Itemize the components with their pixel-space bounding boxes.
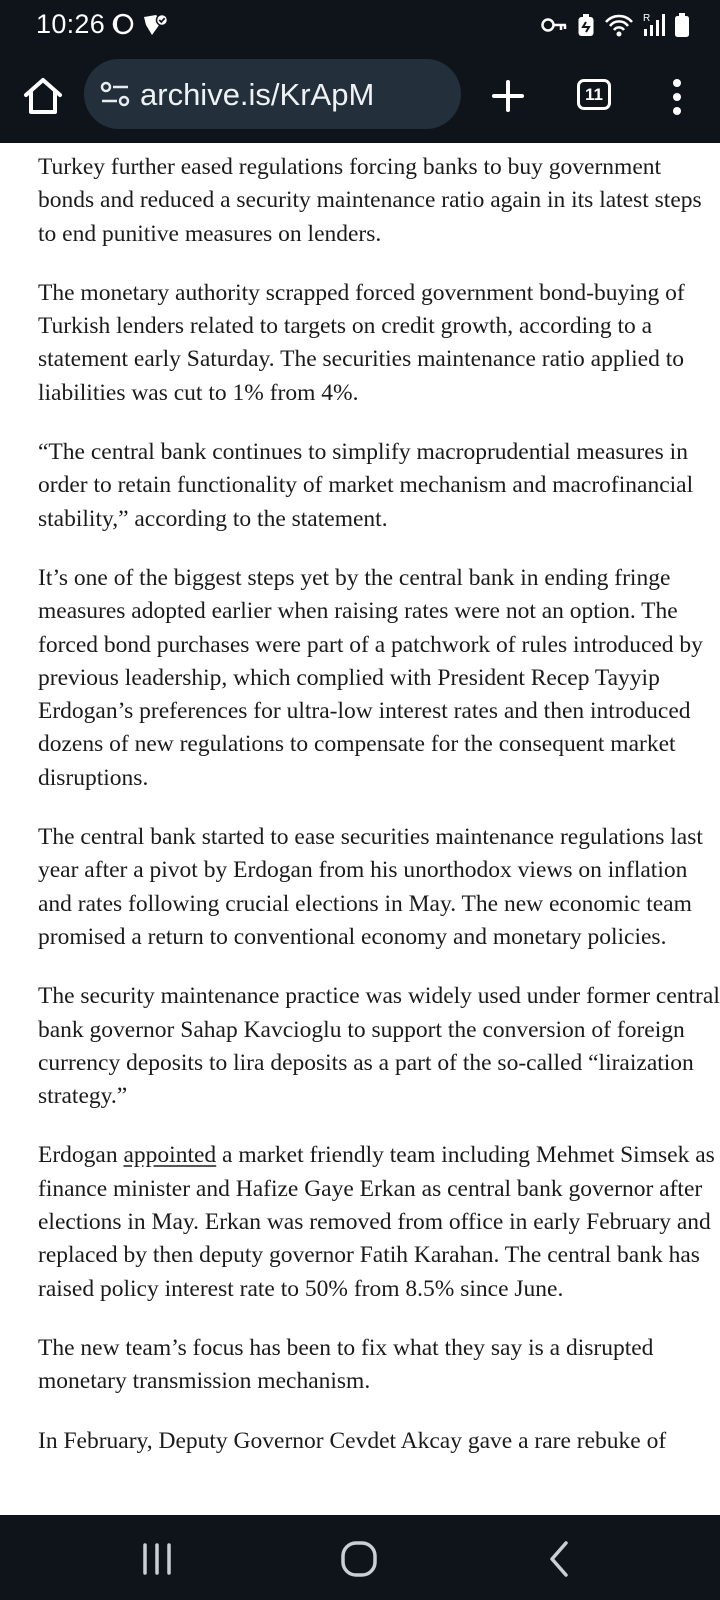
recents-icon [135, 1537, 179, 1581]
moon-icon [112, 13, 134, 37]
status-left-icons [112, 13, 168, 37]
paragraph-text: Erdogan [38, 1142, 124, 1169]
appointed-link[interactable]: appointed [123, 1142, 217, 1169]
wifi-icon [604, 13, 634, 37]
site-info-icon[interactable] [100, 80, 130, 108]
vpn-key-icon [540, 15, 568, 35]
article-paragraph: It’s one of the biggest steps yet by the central bank in ending fringe measures adopted earlier when raising rates were not an option. The forced bond purchases were part of a patchwork of rules introduced by previous leadership, which complied with President Recep Tayyip Erdogan’s preferences for ultra-low interest rates and then introduced dozens of new regulations to compensate for the consequent market disruptions. [38, 564, 703, 791]
more-vert-icon [665, 76, 689, 118]
article-paragraph: The new team’s focus has been to fix what they say is a disrupted monetary transmission mechanism. [38, 1334, 654, 1395]
browser-toolbar [0, 50, 720, 143]
article-body [38, 151, 720, 1484]
system-navigation-bar [0, 1515, 720, 1600]
article-paragraph: The security maintenance practice was widely used under former central bank governor Sahap Kavcioglu to support the conversion of foreign currency deposits to lira deposits as a part of the so-called “liraization strategy.” [38, 983, 720, 1110]
svg-text:R: R [643, 13, 651, 24]
status-bar [0, 0, 720, 50]
tab-switcher-button[interactable] [577, 79, 611, 110]
home-circle-icon [337, 1537, 381, 1581]
article-paragraph [38, 1139, 720, 1305]
article-paragraph: Turkey further eased regulations forcing banks to buy government bonds and reduced a security maintenance ratio again in its latest steps to end punitive measures on lenders. [38, 154, 702, 247]
home-button[interactable] [22, 75, 64, 117]
plus-icon [488, 76, 528, 116]
status-time: 10:26 [36, 9, 106, 39]
battery-saver-icon [577, 13, 595, 37]
web-content[interactable] [0, 143, 720, 1515]
article-paragraph: In February, Deputy Governor Cevdet Akcay gave a rare rebuke of [38, 1427, 667, 1454]
article-paragraph: “The central bank continues to simplify macroprudential measures in order to retain functionality of market mechanism and macrofinancial stability,” according to the statement. [38, 439, 694, 532]
more-options-button[interactable] [665, 76, 689, 118]
battery-icon [674, 12, 690, 38]
back-icon [538, 1537, 582, 1581]
tab-count: 11 [585, 85, 603, 104]
new-tab-button[interactable] [488, 76, 528, 116]
status-right-icons [540, 12, 690, 38]
address-bar[interactable] [84, 59, 461, 129]
home-icon [22, 75, 64, 117]
home-nav-button[interactable] [337, 1537, 381, 1581]
back-button[interactable] [538, 1537, 582, 1581]
paragraph-text: a market friendly team including Mehmet Simsek as finance minister and Hafize Gaye Erkan as central bank governor after elections in May. Erkan was removed from office in early February and replaced by then deputy governor Fatih Karahan. The central bank has raised policy interest rate to 50% from 8.5% since June. [38, 1142, 715, 1302]
article-paragraph: The central bank started to ease securities maintenance regulations last year after a pivot by Erdogan from his unorthodox views on inflation and rates following crucial elections in May. The new economic team promised a return to conventional economy and monetary policies. [38, 824, 703, 950]
url-text[interactable]: archive.is/KrApM [140, 77, 375, 112]
check-shield-icon [142, 13, 168, 37]
recents-button[interactable] [135, 1537, 179, 1581]
article-paragraph: The monetary authority scrapped forced government bond-buying of Turkish lenders related to targets on credit growth, according to a statement early Saturday. The securities maintenance ratio applied to liabilities was cut to 1% from 4%. [38, 279, 685, 406]
signal-icon [643, 12, 665, 38]
